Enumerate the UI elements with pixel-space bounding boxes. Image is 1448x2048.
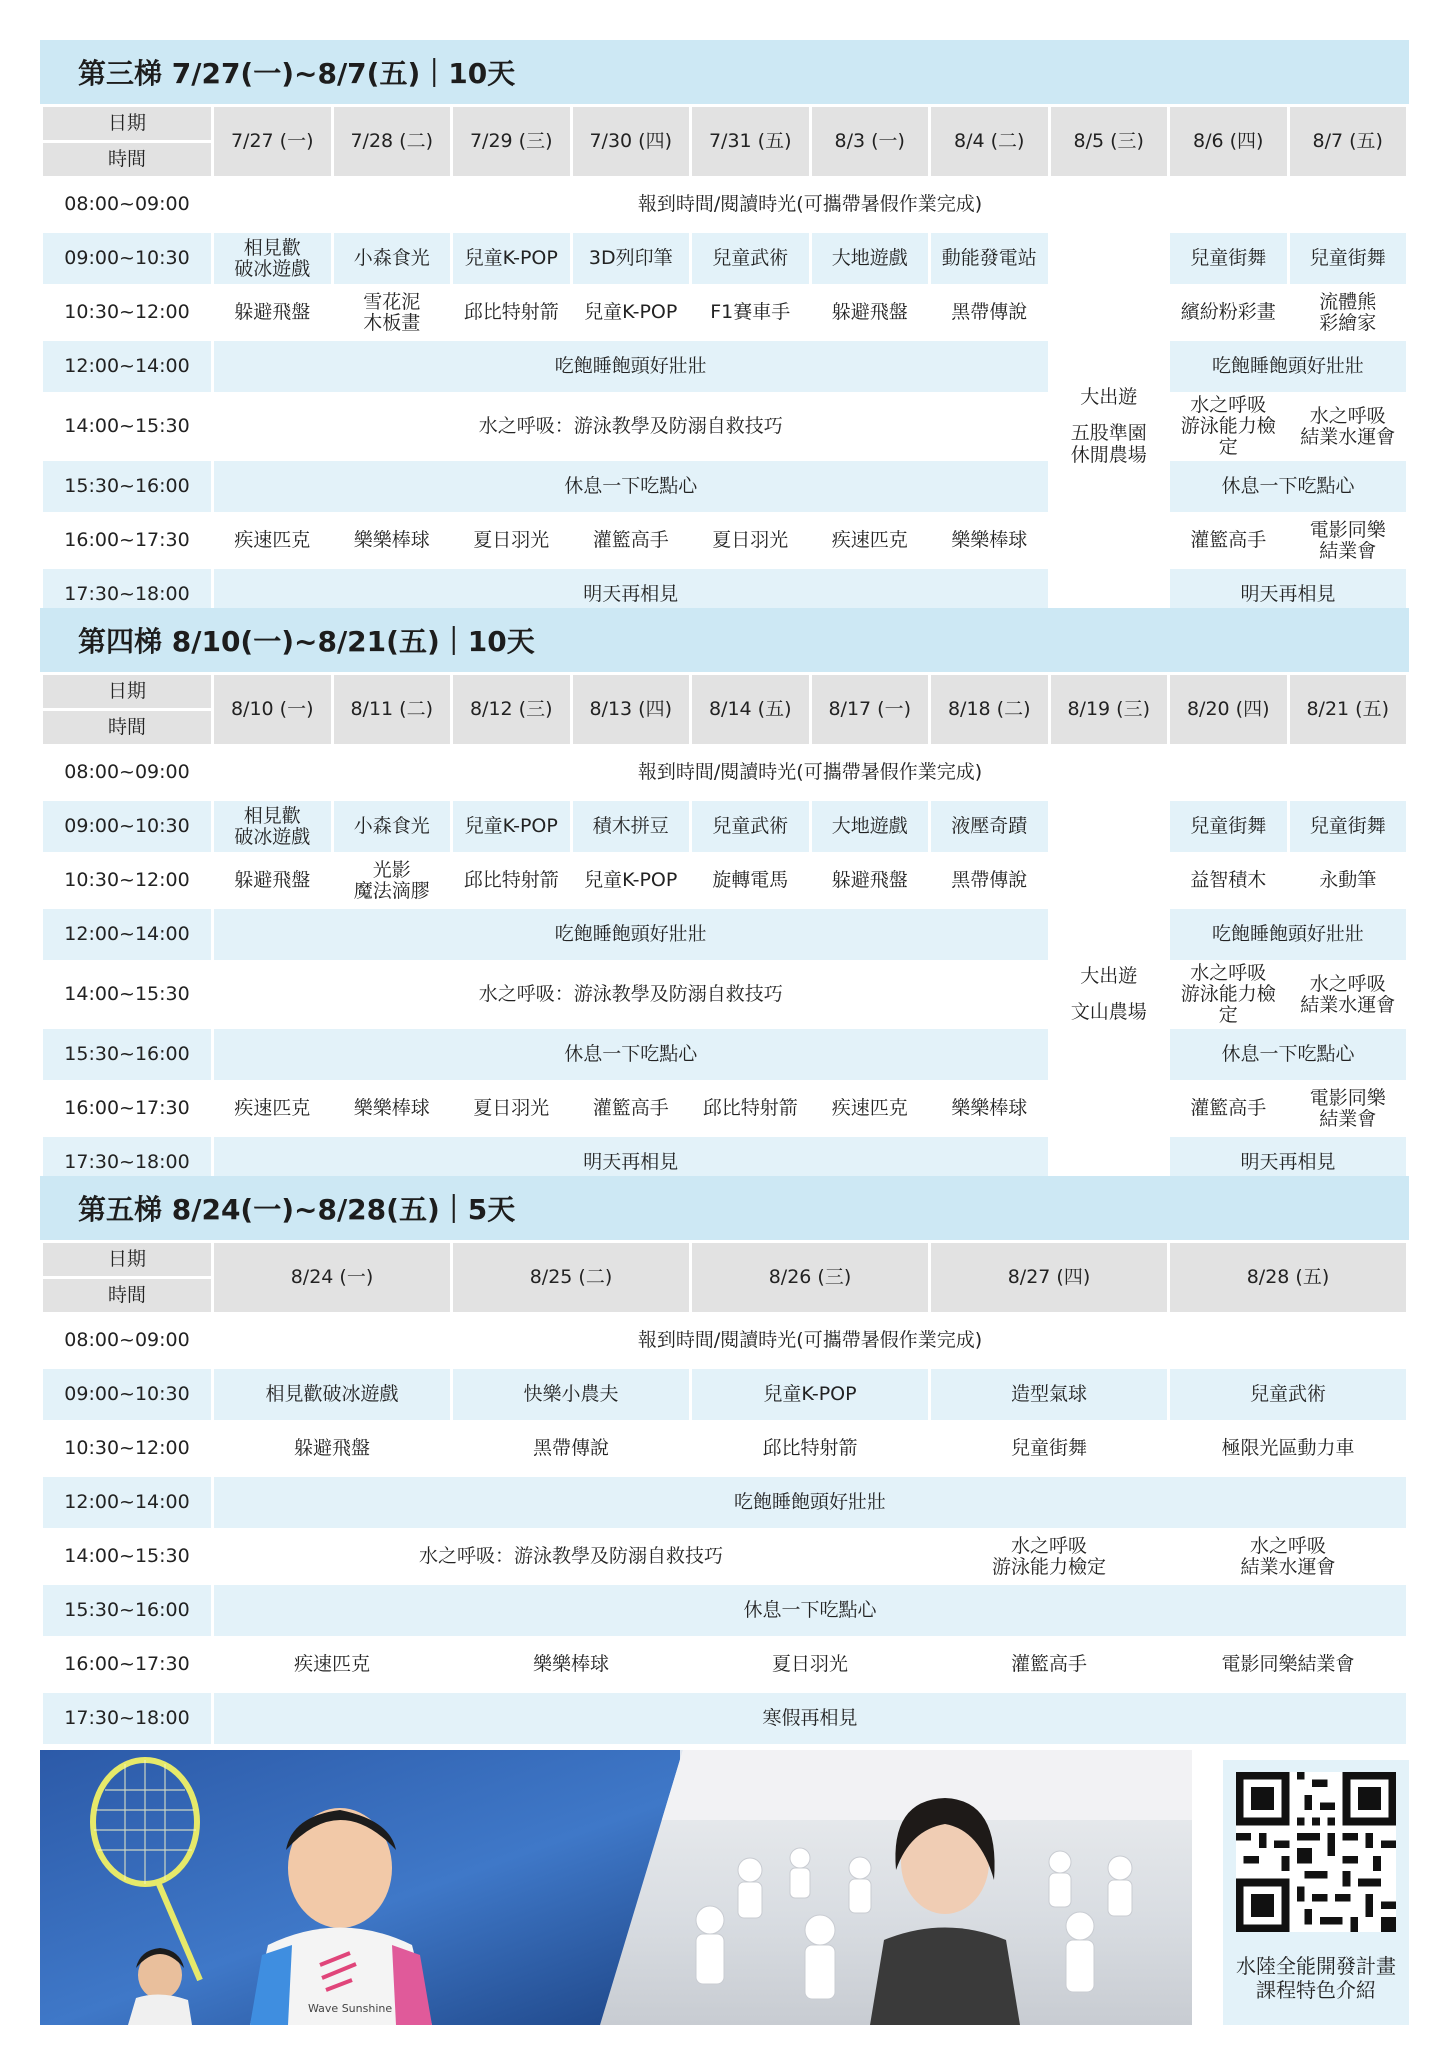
activity-cell: 樂樂棒球 [931, 1083, 1048, 1134]
activity-cell: 極限光區動力車 [1170, 1423, 1406, 1474]
activity-cell: 樂樂棒球 [334, 1083, 451, 1134]
day-header: 8/19 (三) [1051, 675, 1168, 744]
day-header: 7/28 (二) [334, 107, 451, 176]
activity-cell: 電影同樂結業會 [1170, 1639, 1406, 1690]
field-trip-label: 大出遊 [1080, 386, 1138, 408]
activity-cell: 邱比特射箭 [692, 1083, 809, 1134]
activity-cell: F1賽車手 [692, 287, 809, 338]
activity-cell: 益智積木 [1170, 855, 1287, 906]
activity-cell: 吃飽睡飽頭好壯壯 [214, 1477, 1406, 1528]
day-header: 8/27 (四) [931, 1243, 1167, 1312]
time-slot: 17:30~18:00 [43, 1693, 211, 1744]
activity-cell: 兒童街舞 [931, 1423, 1167, 1474]
activity-cell: 疾速匹克 [812, 515, 929, 566]
activity-cell: 灌籃高手 [573, 515, 690, 566]
day-header: 8/21 (五) [1290, 675, 1407, 744]
activity-cell: 電影同樂 結業會 [1290, 1083, 1407, 1134]
activity-cell: 報到時間/閱讀時光(可攜帶暑假作業完成) [214, 1315, 1406, 1366]
day-header: 8/11 (二) [334, 675, 451, 744]
activity-cell: 流體熊 彩繪家 [1290, 287, 1407, 338]
activity-cell: 躲避飛盤 [812, 855, 929, 906]
time-slot: 08:00~09:00 [43, 179, 211, 230]
activity-cell: 吃飽睡飽頭好壯壯 [1170, 341, 1406, 392]
activity-cell: 相見歡破冰遊戲 [214, 1369, 450, 1420]
activity-cell: 躲避飛盤 [812, 287, 929, 338]
activity-cell: 邱比特射箭 [453, 287, 570, 338]
activity-cell: 水之呼吸 游泳能力檢定 [931, 1531, 1167, 1582]
time-slot: 15:30~16:00 [43, 1029, 211, 1080]
section-batch-4 [40, 608, 1409, 1191]
activity-cell: 大地遊戲 [812, 801, 929, 852]
header-time-label: 時間 [43, 711, 211, 744]
qr-caption: 水陸全能開發計畫 課程特色介紹 [1236, 1954, 1396, 2002]
activity-cell: 兒童街舞 [1290, 233, 1407, 284]
activity-cell: 電影同樂 結業會 [1290, 515, 1407, 566]
activity-cell: 動能發電站 [931, 233, 1048, 284]
activity-cell: 兒童K-POP [573, 287, 690, 338]
day-header: 8/7 (五) [1290, 107, 1407, 176]
activity-cell: 吃飽睡飽頭好壯壯 [214, 341, 1048, 392]
field-trip-location: 文山農場 [1070, 1001, 1147, 1023]
activity-cell: 夏日羽光 [692, 1639, 928, 1690]
day-header: 7/31 (五) [692, 107, 809, 176]
activity-cell: 黑帶傳說 [931, 287, 1048, 338]
section-batch-5 [40, 1176, 1409, 1747]
activity-cell: 水之呼吸：游泳教學及防溺自救技巧 [214, 395, 1048, 458]
time-slot: 17:30~18:00 [43, 569, 211, 620]
activity-cell: 明天再相見 [1170, 569, 1406, 620]
activity-cell: 休息一下吃點心 [1170, 461, 1406, 512]
activity-cell: 水之呼吸 結業水運會 [1170, 1531, 1406, 1582]
schedule-table [40, 104, 1409, 623]
header-date-label: 日期 [43, 1243, 211, 1276]
activity-cell: 水之呼吸 結業水運會 [1290, 963, 1407, 1026]
activity-cell: 樂樂棒球 [453, 1639, 689, 1690]
activity-cell: 黑帶傳說 [931, 855, 1048, 906]
section-title: 第五梯 8/24(一)~8/28(五)｜5天 [40, 1176, 1409, 1240]
activity-cell: 積木拼豆 [573, 801, 690, 852]
activity-cell: 兒童武術 [692, 801, 809, 852]
activity-cell: 水之呼吸 游泳能力檢定 [1170, 963, 1287, 1026]
activity-cell: 雪花泥 木板畫 [334, 287, 451, 338]
time-slot: 16:00~17:30 [43, 515, 211, 566]
activity-cell: 兒童K-POP [573, 855, 690, 906]
activity-cell: 灌籃高手 [1170, 515, 1287, 566]
activity-cell: 躲避飛盤 [214, 855, 331, 906]
activity-cell: 疾速匹克 [214, 515, 331, 566]
field-trip-cell [1051, 233, 1168, 620]
activity-cell: 夏日羽光 [692, 515, 809, 566]
activity-cell: 小森食光 [334, 801, 451, 852]
activity-cell: 休息一下吃點心 [1170, 1029, 1406, 1080]
time-slot: 09:00~10:30 [43, 1369, 211, 1420]
time-slot: 12:00~14:00 [43, 909, 211, 960]
badminton-kid-illustration [40, 1750, 680, 2025]
photo-banner [40, 1750, 1192, 2025]
activity-cell: 光影 魔法滴膠 [334, 855, 451, 906]
activity-cell: 永動筆 [1290, 855, 1407, 906]
dance-class-illustration [600, 1750, 1192, 2025]
activity-cell: 兒童街舞 [1290, 801, 1407, 852]
activity-cell: 水之呼吸：游泳教學及防溺自救技巧 [214, 1531, 928, 1582]
activity-cell: 躲避飛盤 [214, 287, 331, 338]
schedule-table [40, 672, 1409, 1191]
activity-cell: 快樂小農夫 [453, 1369, 689, 1420]
activity-cell: 造型氣球 [931, 1369, 1167, 1420]
qr-code-icon [1236, 1772, 1396, 1932]
day-header: 8/18 (二) [931, 675, 1048, 744]
activity-cell: 樂樂棒球 [334, 515, 451, 566]
time-slot: 10:30~12:00 [43, 855, 211, 906]
header-date-label: 日期 [43, 675, 211, 708]
day-header: 8/10 (一) [214, 675, 331, 744]
qr-code-panel [1223, 1760, 1409, 2025]
activity-cell: 3D列印筆 [573, 233, 690, 284]
activity-cell: 兒童K-POP [453, 233, 570, 284]
day-header: 8/28 (五) [1170, 1243, 1406, 1312]
day-header: 8/17 (一) [812, 675, 929, 744]
section-batch-3 [40, 40, 1409, 623]
day-header: 8/14 (五) [692, 675, 809, 744]
activity-cell: 明天再相見 [214, 569, 1048, 620]
time-slot: 16:00~17:30 [43, 1639, 211, 1690]
activity-cell: 疾速匹克 [214, 1639, 450, 1690]
day-header: 8/12 (三) [453, 675, 570, 744]
day-header: 8/6 (四) [1170, 107, 1287, 176]
day-header: 8/25 (二) [453, 1243, 689, 1312]
day-header: 8/24 (一) [214, 1243, 450, 1312]
activity-cell: 夏日羽光 [453, 1083, 570, 1134]
time-slot: 10:30~12:00 [43, 1423, 211, 1474]
activity-cell: 相見歡 破冰遊戲 [214, 801, 331, 852]
activity-cell: 休息一下吃點心 [214, 1585, 1406, 1636]
activity-cell: 黑帶傳說 [453, 1423, 689, 1474]
activity-cell: 相見歡 破冰遊戲 [214, 233, 331, 284]
activity-cell: 水之呼吸 結業水運會 [1290, 395, 1407, 458]
activity-cell: 休息一下吃點心 [214, 1029, 1048, 1080]
activity-cell: 灌籃高手 [573, 1083, 690, 1134]
header-time-label: 時間 [43, 1279, 211, 1312]
day-header: 8/5 (三) [1051, 107, 1168, 176]
activity-cell: 疾速匹克 [214, 1083, 331, 1134]
section-title: 第三梯 7/27(一)~8/7(五)｜10天 [40, 40, 1409, 104]
activity-cell: 報到時間/閱讀時光(可攜帶暑假作業完成) [214, 747, 1406, 798]
field-trip-cell [1051, 801, 1168, 1188]
time-slot: 16:00~17:30 [43, 1083, 211, 1134]
activity-cell: 明天再相見 [214, 1137, 1048, 1188]
activity-cell: 明天再相見 [1170, 1137, 1406, 1188]
time-slot: 14:00~15:30 [43, 1531, 211, 1582]
header-date-label: 日期 [43, 107, 211, 140]
field-trip-location: 五股準園 休閒農場 [1070, 422, 1147, 466]
day-header: 7/29 (三) [453, 107, 570, 176]
activity-cell: 樂樂棒球 [931, 515, 1048, 566]
activity-cell: 報到時間/閱讀時光(可攜帶暑假作業完成) [214, 179, 1406, 230]
activity-cell: 躲避飛盤 [214, 1423, 450, 1474]
day-header: 7/27 (一) [214, 107, 331, 176]
day-header: 8/4 (二) [931, 107, 1048, 176]
time-slot: 14:00~15:30 [43, 963, 211, 1026]
activity-cell: 水之呼吸：游泳教學及防溺自救技巧 [214, 963, 1048, 1026]
schedule-table [40, 1240, 1409, 1747]
activity-cell: 吃飽睡飽頭好壯壯 [1170, 909, 1406, 960]
day-header: 8/26 (三) [692, 1243, 928, 1312]
time-slot: 08:00~09:00 [43, 747, 211, 798]
day-header: 7/30 (四) [573, 107, 690, 176]
activity-cell: 疾速匹克 [812, 1083, 929, 1134]
qr-code[interactable] [1236, 1772, 1396, 1932]
time-slot: 15:30~16:00 [43, 461, 211, 512]
badminton-photo [40, 1750, 680, 2025]
activity-cell: 小森食光 [334, 233, 451, 284]
time-slot: 10:30~12:00 [43, 287, 211, 338]
header-time-label: 時間 [43, 143, 211, 176]
activity-cell: 兒童街舞 [1170, 801, 1287, 852]
time-slot: 15:30~16:00 [43, 1585, 211, 1636]
activity-cell: 液壓奇蹟 [931, 801, 1048, 852]
time-slot: 09:00~10:30 [43, 801, 211, 852]
activity-cell: 夏日羽光 [453, 515, 570, 566]
shirt-logo-text: Wave Sunshine [308, 2002, 393, 2015]
activity-cell: 兒童街舞 [1170, 233, 1287, 284]
activity-cell: 兒童武術 [692, 233, 809, 284]
day-header: 8/3 (一) [812, 107, 929, 176]
time-slot: 17:30~18:00 [43, 1137, 211, 1188]
time-slot: 12:00~14:00 [43, 341, 211, 392]
time-slot: 09:00~10:30 [43, 233, 211, 284]
activity-cell: 休息一下吃點心 [214, 461, 1048, 512]
activity-cell: 灌籃高手 [1170, 1083, 1287, 1134]
day-header: 8/20 (四) [1170, 675, 1287, 744]
section-title: 第四梯 8/10(一)~8/21(五)｜10天 [40, 608, 1409, 672]
day-header: 8/13 (四) [573, 675, 690, 744]
time-slot: 14:00~15:30 [43, 395, 211, 458]
time-slot: 12:00~14:00 [43, 1477, 211, 1528]
activity-cell: 大地遊戲 [812, 233, 929, 284]
dance-class-photo [600, 1750, 1192, 2025]
activity-cell: 旋轉電馬 [692, 855, 809, 906]
activity-cell: 兒童武術 [1170, 1369, 1406, 1420]
activity-cell: 吃飽睡飽頭好壯壯 [214, 909, 1048, 960]
activity-cell: 兒童K-POP [692, 1369, 928, 1420]
activity-cell: 邱比特射箭 [692, 1423, 928, 1474]
field-trip-label: 大出遊 [1080, 965, 1138, 987]
activity-cell: 寒假再相見 [214, 1693, 1406, 1744]
activity-cell: 繽紛粉彩畫 [1170, 287, 1287, 338]
time-slot: 08:00~09:00 [43, 1315, 211, 1366]
activity-cell: 邱比特射箭 [453, 855, 570, 906]
activity-cell: 兒童K-POP [453, 801, 570, 852]
activity-cell: 灌籃高手 [931, 1639, 1167, 1690]
activity-cell: 水之呼吸 游泳能力檢定 [1170, 395, 1287, 458]
